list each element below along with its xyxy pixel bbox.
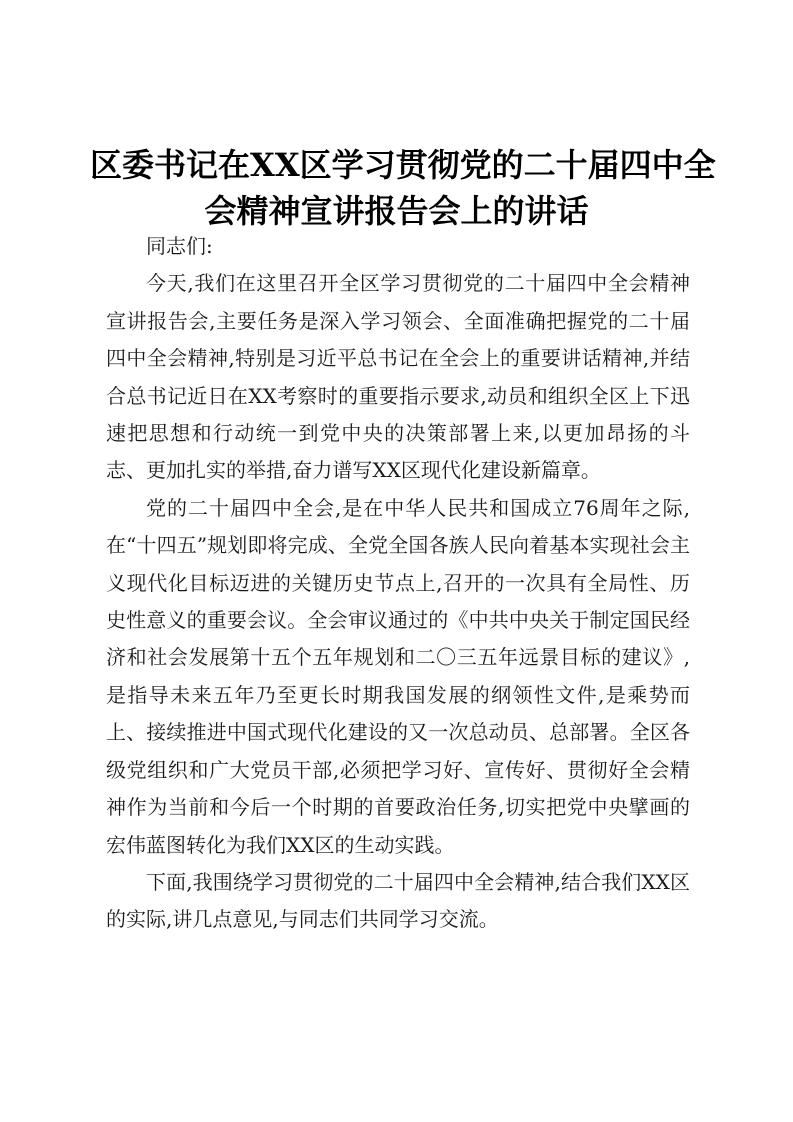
- paragraph-2: 党的二十届四中全会,是在中华人民共和国成立76周年之际,在“十四五”规划即将完成、全党全国各族人民向着基本实现社会主义现代化目标迈进的关键历史节点上,召开的一次具有全局性、历史性意义的重要会议。全会审议通过的《中共中央关于制定国民经济和社会发展第十五个五年规划和二〇三五年远景目标的建议》,是指导未来五年乃至更长时期我国发展的纲领性文件,是乘势而上、接续推进中国式现代化建设的又一次总动员、总部署。全区各级党组织和广大党员干部,必须把学习好、宣传好、贯彻好全会精神作为当前和今后一个时期的首要政治任务,切实把党中央擘画的宏伟蓝图转化为我们XX区的生动实践。: [106, 495, 690, 857]
- title-line-2: 会精神宣讲报告会上的讲话: [204, 192, 589, 230]
- document-title: [90, 142, 716, 234]
- title-line-1: 区委书记在XX区学习贯彻党的二十届四中全: [90, 146, 716, 184]
- salutation: 同志们:: [146, 234, 213, 258]
- document-body: [106, 228, 690, 939]
- paragraph-3: 下面,我围绕学习贯彻党的二十届四中全会精神,结合我们XX区的实际,讲几点意见,与同志们共同学习交流。: [106, 869, 690, 932]
- paragraph-1: 今天,我们在这里召开全区学习贯彻党的二十届四中全会精神宣讲报告会,主要任务是深入学习领会、全面准确把握党的二十届四中全会精神,特别是习近平总书记在全会上的重要讲话精神,并结合总书记近日在XX考察时的重要指示要求,动员和组织全区上下迅速把思想和行动统一到党中央的决策部署上来,以更加昂扬的斗志、更加扎实的举措,奋力谱写XX区现代化建设新篇章。: [106, 271, 690, 483]
